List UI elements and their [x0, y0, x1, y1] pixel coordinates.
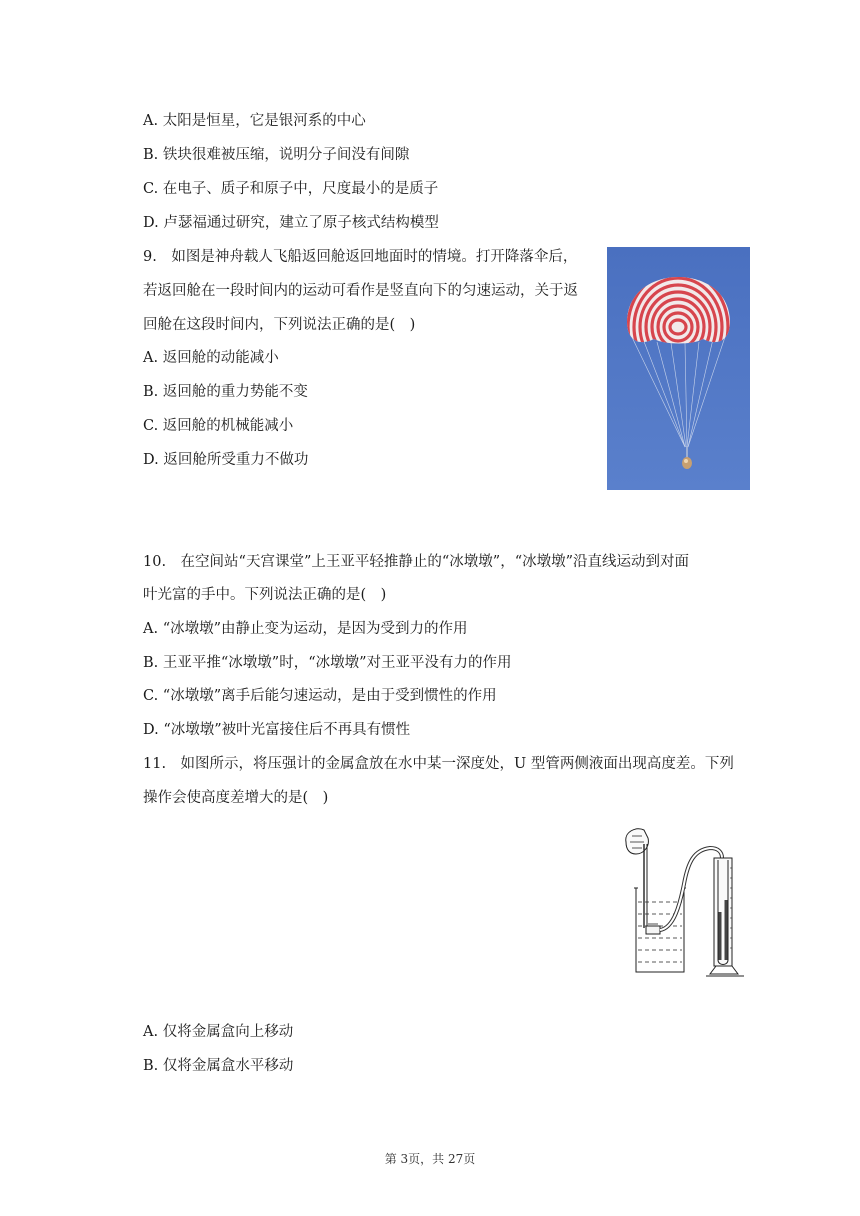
q8-option-b: B. 铁块很难被压缩，说明分子间没有间隙	[143, 147, 410, 163]
pressure-gauge-diagram	[614, 824, 750, 978]
q10-option-a: A. “冰墩墩”由静止变为运动，是因为受到力的作用	[143, 621, 468, 637]
q8-option-c: C. 在电子、质子和原子中，尺度最小的是质子	[143, 181, 439, 197]
q9-stem-line: 回舱在这段时间内，下列说法正确的是( )	[143, 317, 416, 333]
q11-option-a: A. 仅将金属盒向上移动	[143, 1024, 294, 1040]
q9-option-a: A. 返回舱的动能减小	[143, 350, 279, 366]
q10-stem-line: 叶光富的手中。下列说法正确的是( )	[143, 587, 387, 603]
q9-option-d: D. 返回舱所受重力不做功	[143, 452, 309, 468]
q9-option-b: B. 返回舱的重力势能不变	[143, 384, 308, 400]
q9-option-c: C. 返回舱的机械能减小	[143, 418, 294, 434]
q9-stem-line: 9. 如图是神舟载人飞船返回舱返回地面时的情境。打开降落伞后，	[143, 249, 578, 265]
page-number: 第 3页，共 27页	[384, 1152, 476, 1166]
q10-stem-line: 10. 在空间站“天宫课堂”上王亚平轻推静止的“冰墩墩”，“冰墩墩”沿直线运动到对面	[143, 554, 690, 570]
q11-option-b: B. 仅将金属盒水平移动	[143, 1058, 294, 1074]
q11-stem-line: 11. 如图所示，将压强计的金属盒放在水中某一深度处，U 型管两侧液面出现高度差。下列	[143, 756, 734, 772]
q11-stem-line: 操作会使高度差增大的是( )	[143, 790, 329, 806]
q10-option-b: B. 王亚平推“冰墩墩”时，“冰墩墩”对王亚平没有力的作用	[143, 655, 512, 671]
q8-option-a: A. 太阳是恒星，它是银河系的中心	[143, 113, 366, 129]
parachute-photo	[607, 247, 750, 490]
q9-stem-line: 若返回舱在一段时间内的运动可看作是竖直向下的匀速运动，关于返	[143, 283, 578, 299]
q10-option-c: C. “冰墩墩”离手后能匀速运动，是由于受到惯性的作用	[143, 688, 497, 704]
q10-option-d: D. “冰墩墩”被叶光富接住后不再具有惯性	[143, 722, 411, 738]
q8-option-d: D. 卢瑟福通过研究，建立了原子核式结构模型	[143, 215, 439, 231]
